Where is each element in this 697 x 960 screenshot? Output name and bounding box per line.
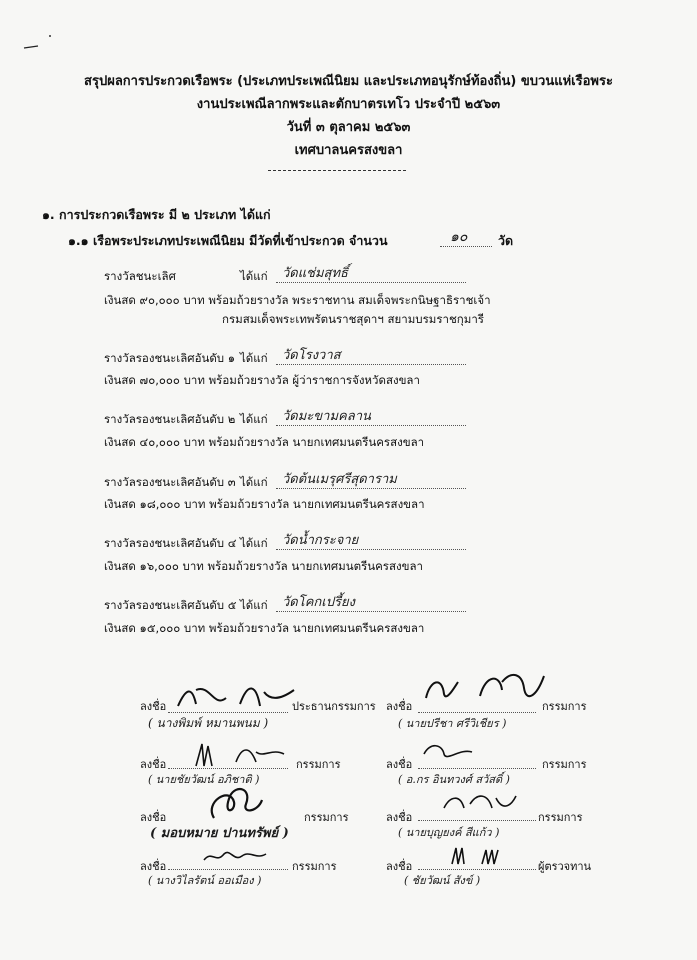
award-prize: เงินสด ๑๘,๐๐๐ บาท พร้อมถ้วยรางวัล นายกเทศมนตรีนครสงขลา bbox=[104, 497, 425, 511]
signer-name: ( นางพิมพ์ หมานพนม ) bbox=[148, 716, 269, 730]
award-winner: วัดน้ำกระจาย bbox=[282, 533, 359, 548]
sign-role: กรรมการ bbox=[292, 860, 337, 873]
sign-label: ลงชื่อ bbox=[140, 860, 167, 873]
sign-label: ลงชื่อ bbox=[140, 758, 167, 771]
award-got-label: ได้แก่ bbox=[240, 351, 268, 365]
winner-underline bbox=[276, 488, 466, 489]
sign-line bbox=[418, 820, 536, 821]
award-title: รางวัลรองชนะเลิศอันดับ ๑ bbox=[104, 351, 236, 365]
award-prize-continued: กรมสมเด็จพระเทพรัตนราชสุดาฯ สยามบรมราชกุมารี bbox=[222, 312, 484, 326]
award-got-label: ได้แก่ bbox=[240, 598, 268, 612]
signer-name: ( นายปรีชา ศรีวิเชียร ) bbox=[398, 717, 507, 730]
sign-role: กรรมการ bbox=[538, 811, 583, 824]
winner-underline bbox=[276, 549, 466, 550]
section-heading: ๑. การประกวดเรือพระ มี ๒ ประเภท ได้แก่ bbox=[42, 207, 271, 222]
award-got-label: ได้แก่ bbox=[240, 475, 268, 489]
sign-label: ลงชื่อ bbox=[386, 700, 413, 713]
sign-label: ลงชื่อ bbox=[140, 700, 167, 713]
award-prize: เงินสด ๑๕,๐๐๐ บาท พร้อมถ้วยรางวัล นายกเทศมนตรีนครสงขลา bbox=[104, 621, 425, 635]
signature-scribble bbox=[190, 740, 290, 770]
count-underline bbox=[440, 246, 492, 247]
award-got-label: ได้แก่ bbox=[240, 269, 268, 283]
award-got-label: ได้แก่ bbox=[240, 412, 268, 426]
winner-underline bbox=[276, 364, 466, 365]
sign-line bbox=[418, 869, 536, 870]
signature-scribble bbox=[420, 738, 480, 762]
winner-underline bbox=[276, 282, 466, 283]
sign-role: กรรมการ bbox=[304, 811, 349, 824]
sign-line bbox=[168, 712, 288, 713]
award-prize: เงินสด ๑๖,๐๐๐ บาท พร้อมถ้วยรางวัล นายกเทศมนตรีนครสงขลา bbox=[104, 559, 423, 573]
doc-title-line1: สรุปผลการประกวดเรือพระ (ประเภทประเพณีนิยม และประเภทอนุรักษ์ท้องถิ่น) ขบวนแห่เรือพระ bbox=[84, 74, 613, 89]
award-prize: เงินสด ๙๐,๐๐๐ บาท พร้อมถ้วยรางวัล พระราชทาน สมเด็จพระกนิษฐาธิราชเจ้า bbox=[104, 293, 491, 307]
sign-label: ลงชื่อ bbox=[386, 758, 413, 771]
sign-label: ลงชื่อ bbox=[386, 811, 413, 824]
signer-name: ( มอบหมาย ปานทรัพย์ ) bbox=[150, 826, 289, 841]
pen-mark bbox=[10, 30, 60, 60]
signature-scribble bbox=[200, 782, 270, 822]
award-title: รางวัลรองชนะเลิศอันดับ ๒ bbox=[104, 412, 236, 426]
count-unit: วัด bbox=[498, 233, 514, 248]
signer-name: ( อ.กร อินทวงศ์ สวัสดิ์ ) bbox=[398, 773, 510, 786]
doc-title-line3: วันที่ ๓ ตุลาคม ๒๕๖๓ bbox=[286, 120, 411, 135]
sign-line bbox=[418, 768, 536, 769]
sign-role: ผู้ตรวจทาน bbox=[538, 860, 592, 873]
award-title: รางวัลรองชนะเลิศอันดับ ๔ bbox=[104, 536, 237, 550]
subsection-label: ๑.๑ เรือพระประเภทประเพณีนิยม มีวัดที่เข้าประกวด จำนวน bbox=[68, 233, 388, 248]
sign-line bbox=[168, 869, 288, 870]
signature-scribble bbox=[420, 668, 550, 708]
award-title: รางวัลชนะเลิศ bbox=[104, 269, 176, 283]
award-prize: เงินสด ๔๐,๐๐๐ บาท พร้อมถ้วยรางวัล นายกเทศมนตรีนครสงขลา bbox=[104, 435, 425, 449]
award-winner: วัดโคกเปรี้ยง bbox=[282, 595, 355, 610]
sign-line bbox=[418, 712, 536, 713]
award-title: รางวัลรองชนะเลิศอันดับ ๓ bbox=[104, 475, 236, 489]
signer-name: ( ชัยวัฒน์ สังข์ ) bbox=[404, 874, 481, 887]
award-prize: เงินสด ๗๐,๐๐๐ บาท พร้อมถ้วยรางวัล ผู้ว่าราชการจังหวัดสงขลา bbox=[104, 373, 420, 387]
award-title: รางวัลรองชนะเลิศอันดับ ๕ bbox=[104, 598, 237, 612]
winner-underline bbox=[276, 611, 466, 612]
sign-label: ลงชื่อ bbox=[140, 811, 167, 824]
award-got-label: ได้แก่ bbox=[240, 536, 268, 550]
signer-name: ( นายบุญยงค์ สีแก้ว ) bbox=[398, 826, 500, 839]
signature-scribble bbox=[200, 846, 270, 866]
award-winner: วัดแช่มสุทธิ์ bbox=[282, 266, 348, 281]
sign-role: ประธานกรรมการ bbox=[292, 700, 376, 713]
signer-name: ( นายชัยวัฒน์ อภิชาติ ) bbox=[148, 773, 260, 786]
winner-underline bbox=[276, 425, 466, 426]
signature-scribble bbox=[448, 846, 508, 866]
title-separator bbox=[268, 170, 406, 171]
award-winner: วัดโรงวาส bbox=[282, 348, 341, 363]
contest-count: ๑๐ bbox=[450, 229, 468, 245]
sign-role: กรรมการ bbox=[542, 700, 587, 713]
signature-scribble bbox=[170, 680, 300, 714]
sign-role: กรรมการ bbox=[296, 758, 341, 771]
signature-scribble bbox=[440, 790, 520, 814]
sign-label: ลงชื่อ bbox=[386, 860, 413, 873]
doc-title-line4: เทศบาลนครสงขลา bbox=[294, 143, 403, 158]
doc-title-line2: งานประเพณีลากพระและตักบาตรเทโว ประจำปี ๒๕๖๓ bbox=[196, 97, 501, 112]
sign-role: กรรมการ bbox=[542, 758, 587, 771]
sign-line bbox=[168, 768, 288, 769]
award-winner: วัดมะขามคลาน bbox=[282, 409, 371, 424]
award-winner: วัดต้นเมรุศรีสุดาราม bbox=[282, 472, 397, 487]
signer-name: ( นางวิไลรัตน์ ออเมือง ) bbox=[148, 874, 262, 887]
